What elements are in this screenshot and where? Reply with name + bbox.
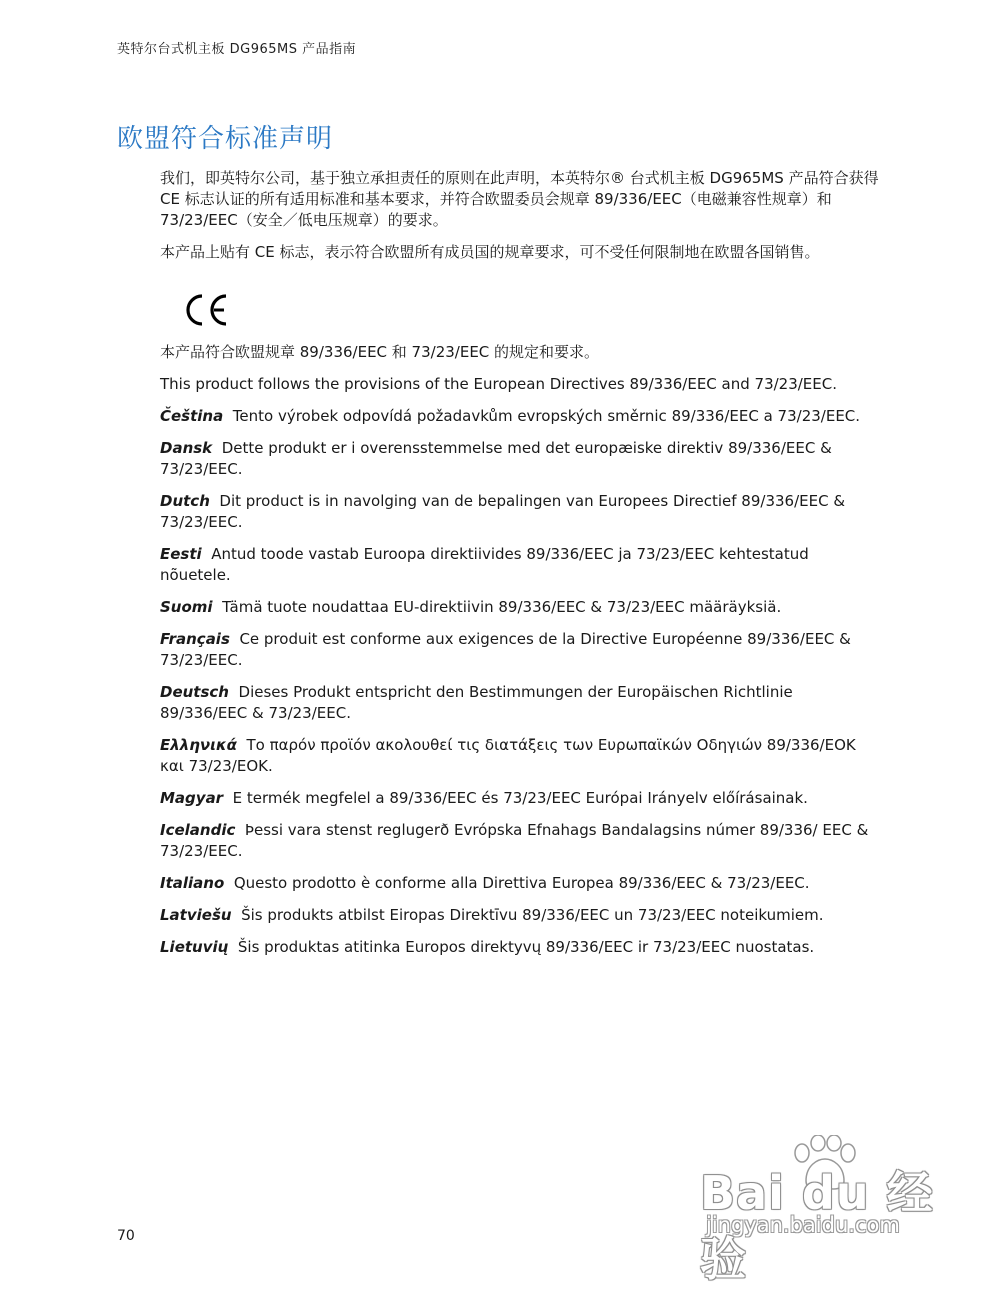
language-statement <box>160 629 880 671</box>
page-number: 70 <box>117 1228 135 1244</box>
language-name: Čeština <box>160 407 224 425</box>
ce-statement: 本产品上贴有 CE 标志，表示符合欧盟所有成员国的规章要求，可不受任何限制地在欧盟各国销售。 <box>160 243 820 261</box>
language-name: Deutsch <box>160 683 229 701</box>
language-statements <box>160 406 880 958</box>
language-text: Þessi vara stenst reglugerð Evrópska Efnahags Bandalagsins númer 89/336/ EEC & 73/23/EEC. <box>160 821 869 860</box>
language-name: Ελληνικά <box>160 736 237 754</box>
language-statement <box>160 735 880 777</box>
language-text: Το παρόν προϊόν ακολουθεί τις διατάξεις των Ευρωπαϊκών Οδηγιών 89/336/ΕΟΚ και 73/23/ΕΟΚ. <box>160 736 856 775</box>
language-text: E termék megfelel a 89/336/EEC és 73/23/EEC Európai Irányelv előírásainak. <box>232 789 808 807</box>
language-text: Dieses Produkt entspricht den Bestimmungen der Europäischen Richtlinie 89/336/EEC & 73/23/EEC. <box>160 683 793 722</box>
baidu-watermark <box>700 1135 940 1286</box>
declaration-body <box>160 168 880 969</box>
watermark-brand: Bai du 经验 <box>700 1166 934 1286</box>
language-name: Dansk <box>160 439 213 457</box>
running-header: 英特尔台式机主板 DG965MS 产品指南 <box>117 42 357 57</box>
section-title: 欧盟符合标准声明 <box>117 124 334 154</box>
language-name: Icelandic <box>160 821 236 839</box>
language-text: Antud toode vastab Euroopa direktiivides 89/336/EEC ja 73/23/EEC kehtestatud nõuetele. <box>160 545 809 584</box>
ce-mark-icon <box>182 290 242 330</box>
language-statement <box>160 905 880 926</box>
language-name: Lietuvių <box>160 938 229 956</box>
language-text: Questo prodotto è conforme alla Direttiva Europea 89/336/EEC & 73/23/EEC. <box>233 874 810 892</box>
language-statement <box>160 438 880 480</box>
language-text: Dette produkt er i overensstemmelse med det europæiske direktiv 89/336/EEC & 73/23/EEC. <box>160 439 832 478</box>
watermark-url: jingyan.baidu.com <box>706 1213 900 1237</box>
language-text: Šis produktas atitinka Europos direktyvų 89/336/EEC ir 73/23/EEC nuostatas. <box>237 938 815 956</box>
language-statement <box>160 788 880 809</box>
language-name: Suomi <box>160 598 213 616</box>
language-statement <box>160 406 880 427</box>
language-statement <box>160 937 880 958</box>
language-text: Dit product is in navolging van de bepalingen van Europees Directief 89/336/EEC & 73/23/EEC. <box>160 492 846 531</box>
language-name: Français <box>160 630 230 648</box>
intro-paragraph: 我们，即英特尔公司，基于独立承担责任的原则在此声明，本英特尔® 台式机主板 DG965MS 产品符合获得 CE 标志认证的所有适用标准和基本要求，并符合欧盟委员会规章 89/336/EEC（电磁兼容性规章）和 73/23/EEC（安全／低电压规章）的要求。 <box>160 169 879 229</box>
language-name: Latviešu <box>160 906 232 924</box>
language-text: Tämä tuote noudattaa EU-direktiivin 89/336/EEC & 73/23/EEC määräyksiä. <box>222 598 782 616</box>
compliance-statement-zh: 本产品符合欧盟规章 89/336/EEC 和 73/23/EEC 的规定和要求。 <box>160 343 600 361</box>
language-statement <box>160 491 880 533</box>
language-name: Dutch <box>160 492 210 510</box>
language-statement <box>160 682 880 724</box>
language-statement <box>160 597 880 618</box>
language-name: Magyar <box>160 789 224 807</box>
language-text: Ce produit est conforme aux exigences de la Directive Européenne 89/336/EEC & 73/23/EEC. <box>160 630 851 669</box>
language-name: Italiano <box>160 874 225 892</box>
language-statement <box>160 544 880 586</box>
language-name: Eesti <box>160 545 202 563</box>
language-statement <box>160 820 880 862</box>
language-text: Šis produkts atbilst Eiropas Direktīvu 89/336/EEC un 73/23/EEC noteikumiem. <box>241 906 824 924</box>
compliance-statement-en: This product follows the provisions of the European Directives 89/336/EEC and 73/23/EEC. <box>160 375 837 393</box>
language-statement <box>160 873 880 894</box>
language-text: Tento výrobek odpovídá požadavkům evropských směrnic 89/336/EEC a 73/23/EEC. <box>232 407 861 425</box>
